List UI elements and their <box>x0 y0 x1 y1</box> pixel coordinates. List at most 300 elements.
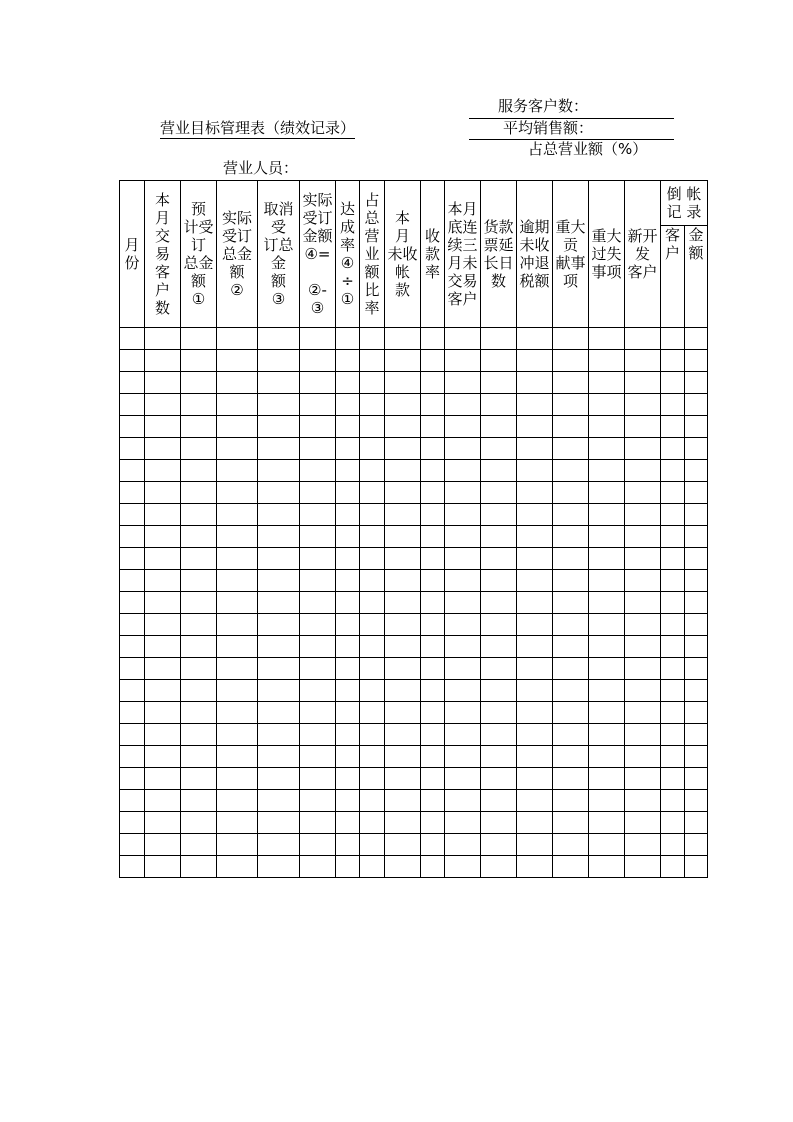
table-cell[interactable] <box>300 328 336 350</box>
table-cell[interactable] <box>589 768 625 790</box>
table-cell[interactable] <box>589 482 625 504</box>
table-cell[interactable] <box>589 438 625 460</box>
table-cell[interactable] <box>685 614 708 636</box>
table-cell[interactable] <box>445 614 481 636</box>
table-cell[interactable] <box>421 812 445 834</box>
table-cell[interactable] <box>481 438 517 460</box>
table-cell[interactable] <box>385 460 421 482</box>
table-cell[interactable] <box>517 526 553 548</box>
table-cell[interactable] <box>336 702 360 724</box>
table-cell[interactable] <box>625 526 661 548</box>
table-cell[interactable] <box>421 768 445 790</box>
table-cell[interactable] <box>661 328 685 350</box>
table-cell[interactable] <box>181 680 217 702</box>
table-cell[interactable] <box>685 724 708 746</box>
table-cell[interactable] <box>336 636 360 658</box>
table-cell[interactable] <box>685 636 708 658</box>
table-cell[interactable] <box>517 746 553 768</box>
table-cell[interactable] <box>625 724 661 746</box>
table-cell[interactable] <box>481 504 517 526</box>
table-cell[interactable] <box>445 746 481 768</box>
table-cell[interactable] <box>685 328 708 350</box>
table-cell[interactable] <box>336 328 360 350</box>
table-cell[interactable] <box>625 790 661 812</box>
table-cell[interactable] <box>181 856 217 878</box>
table-cell[interactable] <box>336 504 360 526</box>
table-cell[interactable] <box>300 592 336 614</box>
table-cell[interactable] <box>120 658 145 680</box>
table-cell[interactable] <box>685 460 708 482</box>
table-cell[interactable] <box>589 460 625 482</box>
table-cell[interactable] <box>300 636 336 658</box>
table-cell[interactable] <box>481 482 517 504</box>
table-cell[interactable] <box>336 350 360 372</box>
table-cell[interactable] <box>336 570 360 592</box>
table-cell[interactable] <box>421 636 445 658</box>
table-cell[interactable] <box>553 856 589 878</box>
table-cell[interactable] <box>481 350 517 372</box>
table-cell[interactable] <box>553 438 589 460</box>
table-cell[interactable] <box>517 812 553 834</box>
table-cell[interactable] <box>685 570 708 592</box>
table-cell[interactable] <box>589 570 625 592</box>
table-cell[interactable] <box>385 416 421 438</box>
table-cell[interactable] <box>360 768 385 790</box>
table-cell[interactable] <box>445 460 481 482</box>
table-cell[interactable] <box>445 372 481 394</box>
table-cell[interactable] <box>258 438 300 460</box>
table-cell[interactable] <box>517 834 553 856</box>
table-cell[interactable] <box>517 416 553 438</box>
table-cell[interactable] <box>625 812 661 834</box>
table-cell[interactable] <box>300 394 336 416</box>
table-cell[interactable] <box>553 548 589 570</box>
table-cell[interactable] <box>336 548 360 570</box>
table-cell[interactable] <box>481 790 517 812</box>
table-cell[interactable] <box>258 724 300 746</box>
table-cell[interactable] <box>181 438 217 460</box>
table-cell[interactable] <box>517 680 553 702</box>
table-cell[interactable] <box>481 702 517 724</box>
table-cell[interactable] <box>300 416 336 438</box>
table-cell[interactable] <box>120 438 145 460</box>
table-cell[interactable] <box>145 702 181 724</box>
table-cell[interactable] <box>553 746 589 768</box>
table-cell[interactable] <box>258 548 300 570</box>
table-cell[interactable] <box>553 702 589 724</box>
table-cell[interactable] <box>258 614 300 636</box>
table-cell[interactable] <box>258 350 300 372</box>
table-cell[interactable] <box>481 372 517 394</box>
table-cell[interactable] <box>145 482 181 504</box>
table-cell[interactable] <box>258 856 300 878</box>
table-cell[interactable] <box>481 812 517 834</box>
table-cell[interactable] <box>661 570 685 592</box>
table-cell[interactable] <box>685 812 708 834</box>
table-cell[interactable] <box>445 768 481 790</box>
table-cell[interactable] <box>517 548 553 570</box>
table-cell[interactable] <box>589 372 625 394</box>
table-cell[interactable] <box>360 614 385 636</box>
table-cell[interactable] <box>360 658 385 680</box>
table-cell[interactable] <box>589 790 625 812</box>
table-cell[interactable] <box>385 328 421 350</box>
table-cell[interactable] <box>120 350 145 372</box>
table-cell[interactable] <box>517 350 553 372</box>
table-cell[interactable] <box>360 526 385 548</box>
table-cell[interactable] <box>589 636 625 658</box>
table-cell[interactable] <box>145 658 181 680</box>
table-cell[interactable] <box>336 746 360 768</box>
table-cell[interactable] <box>217 416 258 438</box>
table-cell[interactable] <box>120 812 145 834</box>
table-cell[interactable] <box>553 372 589 394</box>
table-cell[interactable] <box>553 790 589 812</box>
table-cell[interactable] <box>258 460 300 482</box>
table-cell[interactable] <box>336 394 360 416</box>
table-cell[interactable] <box>589 812 625 834</box>
table-cell[interactable] <box>421 790 445 812</box>
table-cell[interactable] <box>589 416 625 438</box>
table-cell[interactable] <box>421 658 445 680</box>
table-cell[interactable] <box>589 724 625 746</box>
table-cell[interactable] <box>661 746 685 768</box>
table-cell[interactable] <box>360 482 385 504</box>
table-cell[interactable] <box>145 812 181 834</box>
table-cell[interactable] <box>120 702 145 724</box>
table-cell[interactable] <box>181 790 217 812</box>
table-cell[interactable] <box>145 724 181 746</box>
table-cell[interactable] <box>625 614 661 636</box>
table-cell[interactable] <box>385 680 421 702</box>
table-cell[interactable] <box>145 394 181 416</box>
table-cell[interactable] <box>553 482 589 504</box>
table-cell[interactable] <box>553 658 589 680</box>
table-cell[interactable] <box>421 460 445 482</box>
table-cell[interactable] <box>661 416 685 438</box>
table-cell[interactable] <box>120 856 145 878</box>
table-cell[interactable] <box>589 614 625 636</box>
table-cell[interactable] <box>336 372 360 394</box>
table-cell[interactable] <box>300 482 336 504</box>
table-cell[interactable] <box>360 680 385 702</box>
table-cell[interactable] <box>360 548 385 570</box>
table-cell[interactable] <box>120 592 145 614</box>
table-cell[interactable] <box>421 504 445 526</box>
table-cell[interactable] <box>300 526 336 548</box>
table-cell[interactable] <box>385 834 421 856</box>
table-cell[interactable] <box>145 460 181 482</box>
table-cell[interactable] <box>300 548 336 570</box>
table-cell[interactable] <box>145 350 181 372</box>
table-cell[interactable] <box>517 504 553 526</box>
table-cell[interactable] <box>661 812 685 834</box>
table-cell[interactable] <box>336 592 360 614</box>
table-cell[interactable] <box>336 526 360 548</box>
table-cell[interactable] <box>181 592 217 614</box>
table-cell[interactable] <box>481 328 517 350</box>
table-cell[interactable] <box>661 702 685 724</box>
table-cell[interactable] <box>300 570 336 592</box>
table-cell[interactable] <box>445 548 481 570</box>
table-cell[interactable] <box>589 394 625 416</box>
table-cell[interactable] <box>625 636 661 658</box>
table-cell[interactable] <box>481 636 517 658</box>
table-cell[interactable] <box>385 812 421 834</box>
table-cell[interactable] <box>445 350 481 372</box>
table-cell[interactable] <box>517 790 553 812</box>
table-cell[interactable] <box>360 812 385 834</box>
table-cell[interactable] <box>181 416 217 438</box>
table-cell[interactable] <box>120 548 145 570</box>
table-cell[interactable] <box>625 394 661 416</box>
table-cell[interactable] <box>120 372 145 394</box>
table-cell[interactable] <box>445 812 481 834</box>
table-cell[interactable] <box>517 724 553 746</box>
table-cell[interactable] <box>181 724 217 746</box>
table-cell[interactable] <box>589 834 625 856</box>
table-cell[interactable] <box>589 658 625 680</box>
table-cell[interactable] <box>661 372 685 394</box>
table-cell[interactable] <box>445 636 481 658</box>
table-cell[interactable] <box>360 746 385 768</box>
table-cell[interactable] <box>120 328 145 350</box>
table-cell[interactable] <box>385 548 421 570</box>
table-cell[interactable] <box>589 504 625 526</box>
table-cell[interactable] <box>336 790 360 812</box>
table-cell[interactable] <box>553 592 589 614</box>
table-cell[interactable] <box>481 746 517 768</box>
table-cell[interactable] <box>300 856 336 878</box>
table-cell[interactable] <box>589 856 625 878</box>
table-cell[interactable] <box>553 680 589 702</box>
table-cell[interactable] <box>300 746 336 768</box>
table-cell[interactable] <box>685 592 708 614</box>
table-cell[interactable] <box>217 350 258 372</box>
table-cell[interactable] <box>421 724 445 746</box>
table-cell[interactable] <box>685 504 708 526</box>
table-cell[interactable] <box>661 526 685 548</box>
table-cell[interactable] <box>120 460 145 482</box>
table-cell[interactable] <box>385 614 421 636</box>
table-cell[interactable] <box>145 526 181 548</box>
table-cell[interactable] <box>553 394 589 416</box>
table-cell[interactable] <box>258 570 300 592</box>
table-cell[interactable] <box>517 856 553 878</box>
table-cell[interactable] <box>181 702 217 724</box>
table-cell[interactable] <box>553 350 589 372</box>
table-cell[interactable] <box>336 482 360 504</box>
table-cell[interactable] <box>181 350 217 372</box>
table-cell[interactable] <box>258 526 300 548</box>
table-cell[interactable] <box>481 768 517 790</box>
table-cell[interactable] <box>481 614 517 636</box>
table-cell[interactable] <box>258 394 300 416</box>
table-cell[interactable] <box>181 636 217 658</box>
table-cell[interactable] <box>145 570 181 592</box>
table-cell[interactable] <box>661 636 685 658</box>
table-cell[interactable] <box>120 834 145 856</box>
table-cell[interactable] <box>217 328 258 350</box>
table-cell[interactable] <box>421 614 445 636</box>
table-cell[interactable] <box>661 856 685 878</box>
table-cell[interactable] <box>181 482 217 504</box>
table-cell[interactable] <box>145 746 181 768</box>
table-cell[interactable] <box>258 328 300 350</box>
table-cell[interactable] <box>481 680 517 702</box>
table-cell[interactable] <box>445 504 481 526</box>
table-cell[interactable] <box>181 394 217 416</box>
table-cell[interactable] <box>181 614 217 636</box>
table-cell[interactable] <box>181 504 217 526</box>
table-cell[interactable] <box>661 834 685 856</box>
table-cell[interactable] <box>553 768 589 790</box>
table-cell[interactable] <box>360 350 385 372</box>
table-cell[interactable] <box>300 724 336 746</box>
table-cell[interactable] <box>145 834 181 856</box>
table-cell[interactable] <box>300 790 336 812</box>
table-cell[interactable] <box>481 658 517 680</box>
table-cell[interactable] <box>217 856 258 878</box>
table-cell[interactable] <box>517 394 553 416</box>
table-cell[interactable] <box>300 834 336 856</box>
table-cell[interactable] <box>120 768 145 790</box>
table-cell[interactable] <box>217 746 258 768</box>
table-cell[interactable] <box>625 658 661 680</box>
table-cell[interactable] <box>445 834 481 856</box>
table-cell[interactable] <box>685 416 708 438</box>
table-cell[interactable] <box>553 460 589 482</box>
table-cell[interactable] <box>120 614 145 636</box>
table-cell[interactable] <box>517 614 553 636</box>
table-cell[interactable] <box>445 570 481 592</box>
table-cell[interactable] <box>445 790 481 812</box>
table-cell[interactable] <box>421 834 445 856</box>
table-cell[interactable] <box>217 724 258 746</box>
table-cell[interactable] <box>258 746 300 768</box>
table-cell[interactable] <box>481 526 517 548</box>
table-cell[interactable] <box>553 636 589 658</box>
table-cell[interactable] <box>481 592 517 614</box>
table-cell[interactable] <box>421 416 445 438</box>
table-cell[interactable] <box>661 350 685 372</box>
table-cell[interactable] <box>258 812 300 834</box>
table-cell[interactable] <box>625 548 661 570</box>
table-cell[interactable] <box>445 592 481 614</box>
table-cell[interactable] <box>360 724 385 746</box>
table-cell[interactable] <box>217 658 258 680</box>
table-cell[interactable] <box>517 482 553 504</box>
table-cell[interactable] <box>217 504 258 526</box>
table-cell[interactable] <box>300 350 336 372</box>
table-cell[interactable] <box>421 438 445 460</box>
table-cell[interactable] <box>217 790 258 812</box>
table-cell[interactable] <box>553 416 589 438</box>
table-cell[interactable] <box>589 702 625 724</box>
table-cell[interactable] <box>625 570 661 592</box>
table-cell[interactable] <box>385 570 421 592</box>
table-cell[interactable] <box>481 460 517 482</box>
table-cell[interactable] <box>120 680 145 702</box>
table-cell[interactable] <box>625 416 661 438</box>
table-cell[interactable] <box>385 790 421 812</box>
table-cell[interactable] <box>445 658 481 680</box>
table-cell[interactable] <box>481 834 517 856</box>
table-cell[interactable] <box>181 460 217 482</box>
table-cell[interactable] <box>336 834 360 856</box>
table-cell[interactable] <box>625 372 661 394</box>
table-cell[interactable] <box>120 724 145 746</box>
table-cell[interactable] <box>481 394 517 416</box>
table-cell[interactable] <box>145 328 181 350</box>
table-cell[interactable] <box>145 372 181 394</box>
table-cell[interactable] <box>217 636 258 658</box>
table-cell[interactable] <box>445 702 481 724</box>
table-cell[interactable] <box>300 504 336 526</box>
table-cell[interactable] <box>589 328 625 350</box>
table-cell[interactable] <box>685 526 708 548</box>
table-cell[interactable] <box>445 438 481 460</box>
table-cell[interactable] <box>517 636 553 658</box>
table-cell[interactable] <box>145 592 181 614</box>
table-cell[interactable] <box>300 614 336 636</box>
table-cell[interactable] <box>421 548 445 570</box>
table-cell[interactable] <box>661 460 685 482</box>
table-cell[interactable] <box>661 438 685 460</box>
table-cell[interactable] <box>360 570 385 592</box>
table-cell[interactable] <box>360 438 385 460</box>
table-cell[interactable] <box>661 482 685 504</box>
table-cell[interactable] <box>360 394 385 416</box>
table-cell[interactable] <box>120 636 145 658</box>
table-cell[interactable] <box>685 372 708 394</box>
table-cell[interactable] <box>336 856 360 878</box>
table-cell[interactable] <box>589 548 625 570</box>
table-cell[interactable] <box>258 416 300 438</box>
table-cell[interactable] <box>300 702 336 724</box>
table-cell[interactable] <box>625 680 661 702</box>
table-cell[interactable] <box>481 416 517 438</box>
table-cell[interactable] <box>181 812 217 834</box>
table-cell[interactable] <box>685 768 708 790</box>
table-cell[interactable] <box>120 394 145 416</box>
table-cell[interactable] <box>300 680 336 702</box>
table-cell[interactable] <box>481 856 517 878</box>
table-cell[interactable] <box>120 570 145 592</box>
table-cell[interactable] <box>336 768 360 790</box>
table-cell[interactable] <box>385 724 421 746</box>
table-cell[interactable] <box>258 702 300 724</box>
table-cell[interactable] <box>385 702 421 724</box>
table-cell[interactable] <box>258 504 300 526</box>
table-cell[interactable] <box>217 460 258 482</box>
table-cell[interactable] <box>258 372 300 394</box>
table-cell[interactable] <box>685 350 708 372</box>
table-cell[interactable] <box>258 790 300 812</box>
table-cell[interactable] <box>181 372 217 394</box>
table-cell[interactable] <box>385 526 421 548</box>
table-cell[interactable] <box>685 394 708 416</box>
table-cell[interactable] <box>517 460 553 482</box>
table-cell[interactable] <box>553 328 589 350</box>
table-cell[interactable] <box>685 746 708 768</box>
table-cell[interactable] <box>217 394 258 416</box>
table-cell[interactable] <box>360 328 385 350</box>
table-cell[interactable] <box>445 526 481 548</box>
table-cell[interactable] <box>181 548 217 570</box>
table-cell[interactable] <box>625 702 661 724</box>
table-cell[interactable] <box>445 724 481 746</box>
